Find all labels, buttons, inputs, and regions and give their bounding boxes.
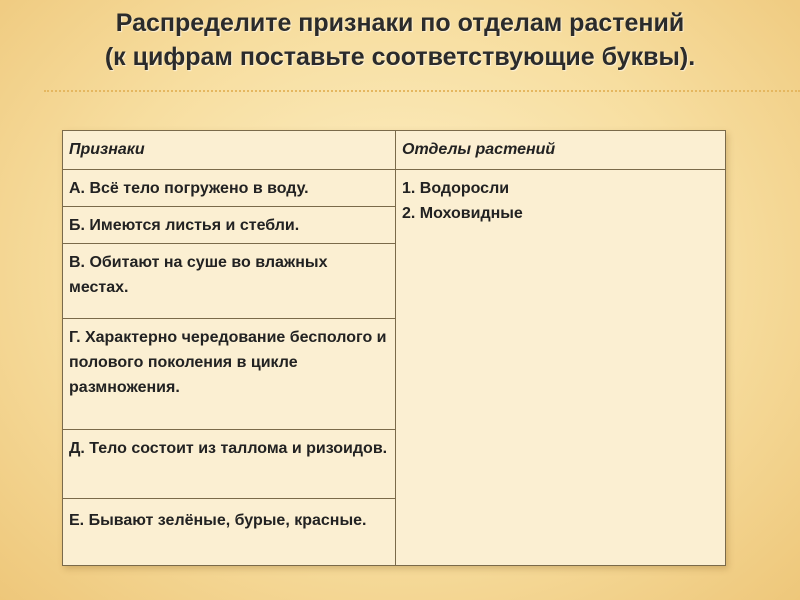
title-divider bbox=[44, 90, 800, 92]
trait-cell-a: А. Всё тело погружено в воду. bbox=[63, 170, 396, 207]
trait-cell-d: Д. Тело состоит из таллома и ризоидов. bbox=[63, 430, 396, 499]
title-line-2: (к цифрам поставьте соответствующие буквы). bbox=[104, 43, 696, 71]
division-item-2: 2. Моховидные bbox=[402, 205, 523, 222]
slide-title bbox=[0, 6, 800, 74]
trait-cell-b: Б. Имеются листья и стебли. bbox=[63, 207, 396, 244]
table-row bbox=[63, 170, 726, 207]
table-header-row bbox=[63, 131, 726, 170]
title-line-1: Распределите признаки по отделам растений bbox=[115, 9, 685, 37]
header-divisions: Отделы растений bbox=[396, 131, 726, 170]
header-traits: Признаки bbox=[63, 131, 396, 170]
trait-cell-v: В. Обитают на суше во влажных местах. bbox=[63, 244, 396, 319]
divisions-cell bbox=[396, 170, 726, 566]
trait-cell-e: Е. Бывают зелёные, бурые, красные. bbox=[63, 499, 396, 566]
division-item-1: 1. Водоросли bbox=[402, 180, 510, 197]
traits-table bbox=[62, 130, 726, 566]
trait-cell-g: Г. Характерно чередование бесполого и полового поколения в цикле размножения. bbox=[63, 319, 396, 430]
